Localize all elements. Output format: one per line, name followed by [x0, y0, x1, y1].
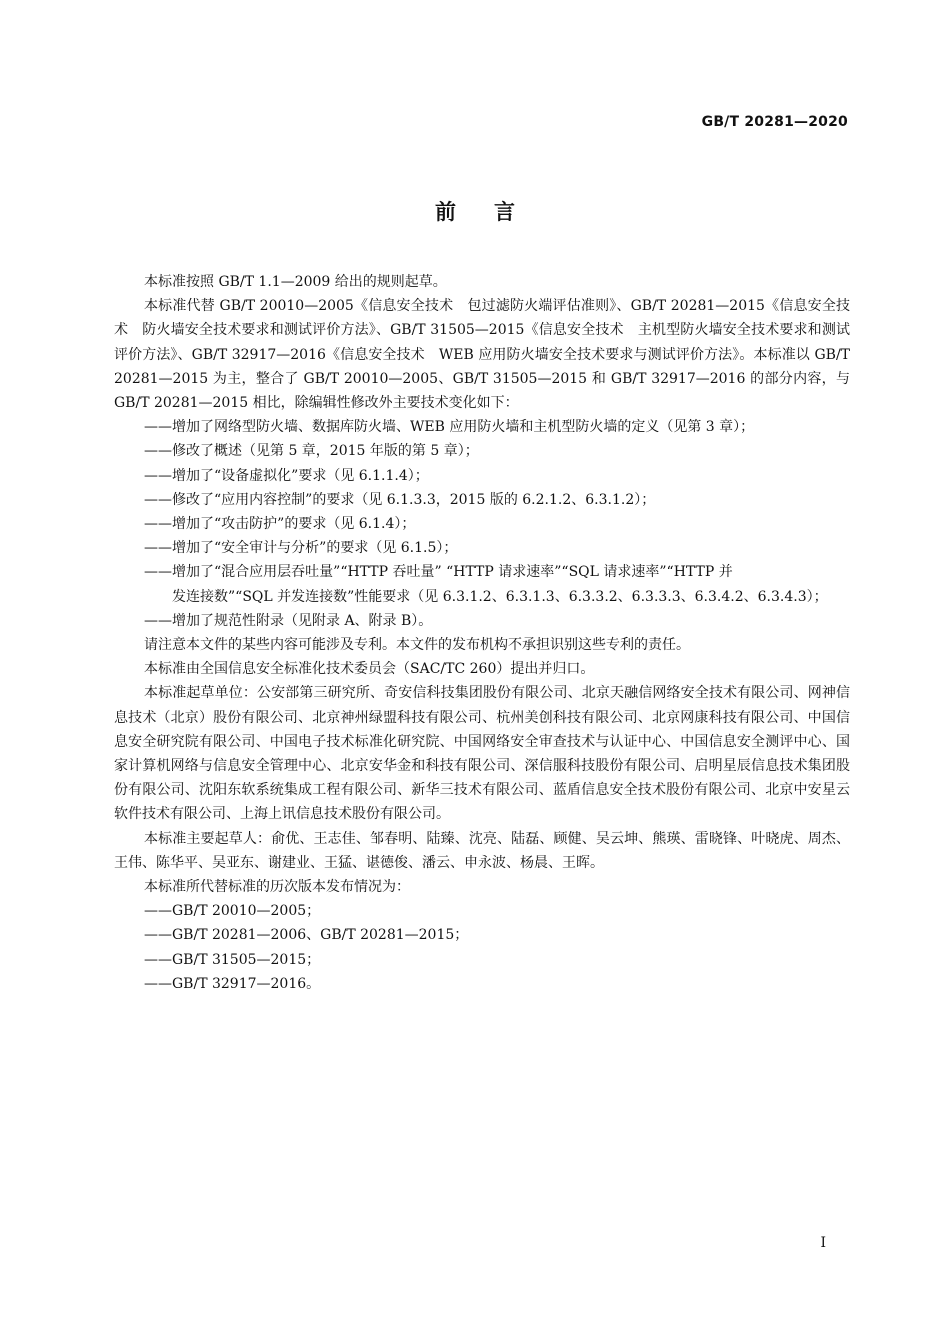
page-number: I [820, 1235, 826, 1251]
paragraph-drafters: 本标准主要起草人：俞优、王志佳、邹春明、陆臻、沈亮、陆磊、顾健、吴云坤、熊瑛、雷晓锋、叶晓虎、周杰、王伟、陈华平、吴亚东、谢建业、王猛、谌德俊、潘云、申永波、杨晨、王晖。 [114, 830, 850, 871]
page-title: 前言 [435, 200, 553, 224]
history-item: ——GB/T 20010—2005； [144, 903, 321, 920]
change-item-continuation: 发连接数”“SQL 并发连接数”性能要求（见 6.3.1.2、6.3.1.3、6.3.3.2、6.3.3.3、6.3.4.2、6.3.4.3）； [172, 588, 828, 605]
standard-code: GB/T 20281—2020 [701, 114, 848, 130]
change-item: ——增加了“设备虚拟化”要求（见 6.1.1.4）； [144, 467, 429, 484]
paragraph-proposer: 本标准由全国信息安全标准化技术委员会（SAC/TC 260）提出并归口。 [144, 661, 595, 678]
change-item: ——增加了“混合应用层吞吐量”“HTTP 吞吐量” “HTTP 请求速率”“SQL 请求速率”“HTTP 并 [144, 564, 733, 581]
change-item: ——修改了概述（见第 5 章，2015 年版的第 5 章）； [144, 443, 479, 460]
paragraph-replacement: 本标准代替 GB/T 20010—2005《信息安全技术 包过滤防火端评估准则》、GB/T 20281—2015《信息安全技术 防火墙安全技术要求和测试评价方法》、GB/T 31505—2015《信息安全技术 主机型防火墙安全技术要求和测试评价方法》、GB/T 32917—2016《信息安全技术 WEB 应用防火墙安全技术要求与测试评价方法》。本标准以 GB/T 20281—2015 为主，整合了 GB/T 20010—2005、GB/T 31505—2015 和 GB/T 32917—2016 的部分内容，与 GB/T 20281—2015 相比，除编辑性修改外主要技术变化如下： [114, 298, 850, 412]
change-item: ——增加了“攻击防护”的要求（见 6.1.4）； [144, 516, 416, 533]
history-item: ——GB/T 31505—2015； [144, 951, 321, 968]
change-item: ——修改了“应用内容控制”的要求（见 6.1.3.3，2015 版的 6.2.1.2、6.3.1.2）； [144, 491, 656, 508]
document-body [114, 270, 850, 996]
change-item: ——增加了网络型防火墙、数据库防火墙、WEB 应用防火墙和主机型防火墙的定义（见第 3 章）； [144, 419, 755, 436]
history-item: ——GB/T 32917—2016。 [144, 975, 321, 992]
paragraph-drafting-rules: 本标准按照 GB/T 1.1—2009 给出的规则起草。 [144, 274, 447, 290]
change-item: ——增加了“安全审计与分析”的要求（见 6.1.5）； [144, 540, 458, 557]
paragraph-patent-notice: 请注意本文件的某些内容可能涉及专利。本文件的发布机构不承担识别这些专利的责任。 [144, 637, 690, 654]
change-item: ——增加了规范性附录（见附录 A、附录 B）。 [144, 612, 433, 629]
paragraph-drafting-units: 本标准起草单位：公安部第三研究所、奇安信科技集团股份有限公司、北京天融信网络安全技术有限公司、网神信息技术（北京）股份有限公司、北京神州绿盟科技有限公司、杭州美创科技有限公司、北京网康科技有限公司、中国信息安全研究院有限公司、中国电子技术标准化研究院、中国网络安全审查技术与认证中心、中国信息安全测评中心、国家计算机网络与信息安全管理中心、北京安华金和科技有限公司、深信服科技股份有限公司、启明星辰信息技术集团股份有限公司、沈阳东软系统集成工程有限公司、新华三技术有限公司、蓝盾信息安全技术股份有限公司、北京中安星云软件技术有限公司、上海上讯信息技术股份有限公司。 [114, 685, 850, 823]
history-item: ——GB/T 20281—2006、GB/T 20281—2015； [144, 927, 469, 944]
paragraph-history-intro: 本标准所代替标准的历次版本发布情况为： [144, 879, 410, 896]
